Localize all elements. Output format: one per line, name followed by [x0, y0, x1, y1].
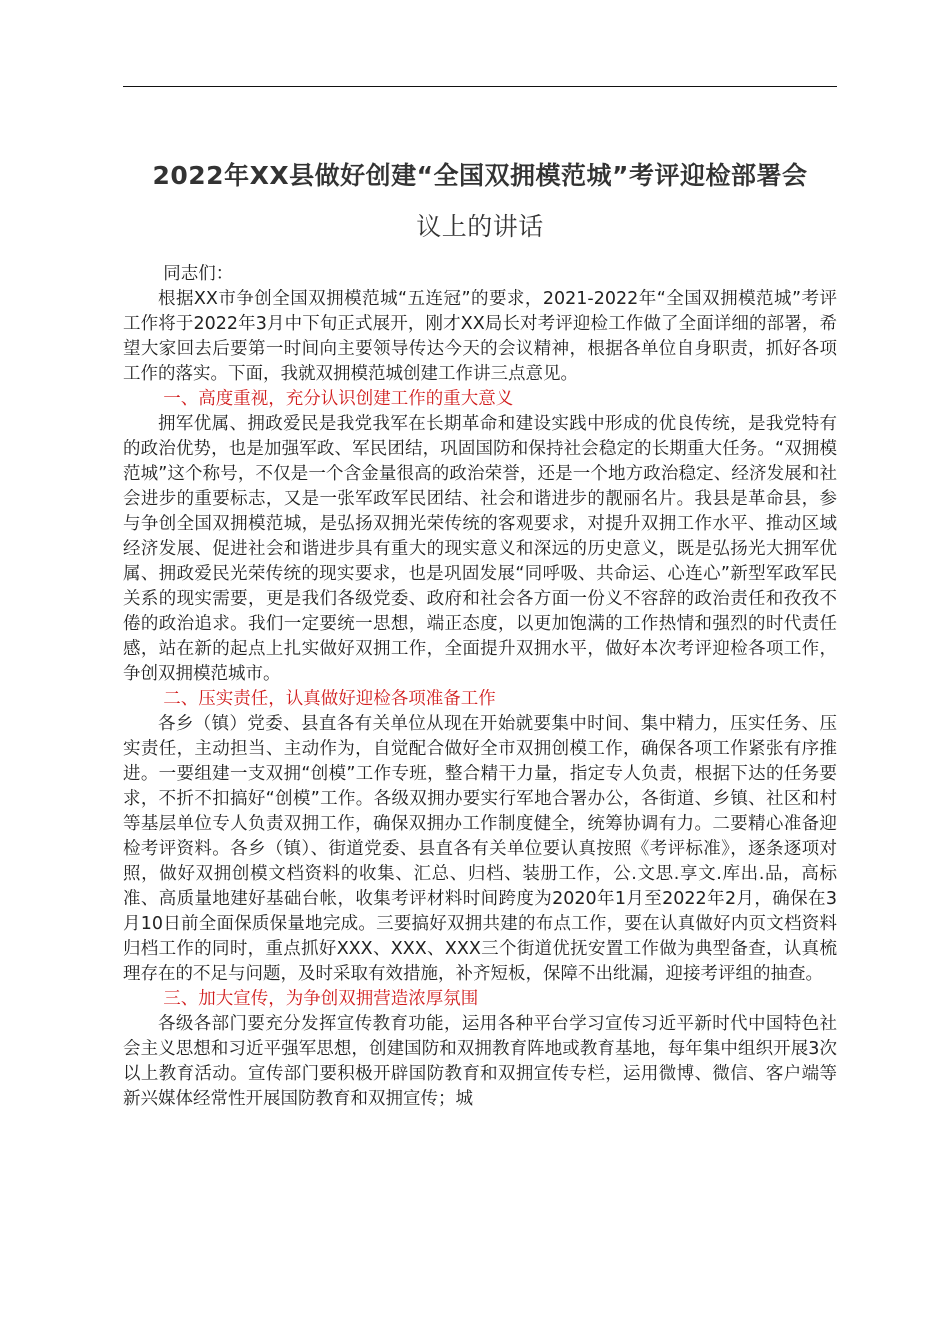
header-rule — [123, 86, 837, 87]
intro-paragraph: 根据XX市争创全国双拥模范城“五连冠”的要求，2021-2022年“全国双拥模范城”考评工作将于2022年3月中下旬正式展开，刚才XX局长对考评迎检工作做了全面详细的部署，希望大家回去后要第一时间向主要领导传达今天的会议精神，根据各单位自身职责，抓好各项工作的落实。下面，我就双拥模范城创建工作讲三点意见。 — [123, 289, 837, 384]
section-heading-3: 三、加大宣传，为争创双拥营造浓厚氛围 — [163, 989, 479, 1009]
section-paragraph-3: 各级各部门要充分发挥宣传教育功能，运用各种平台学习宣传习近平新时代中国特色社会主义思想和习近平强军思想，创建国防和双拥教育阵地或教育基地，每年集中组织开展3次以上教育活动。宣传部门要积极开辟国防教育和双拥宣传专栏，运用微博、微信、客户端等新兴媒体经常性开展国防教育和双拥宣传；城 — [123, 1014, 837, 1109]
section-heading-2: 二、压实责任，认真做好迎检各项准备工作 — [163, 689, 496, 709]
document-body — [123, 262, 837, 1112]
section-paragraph-1: 拥军优属、拥政爱民是我党我军在长期革命和建设实践中形成的优良传统，是我党特有的政治优势，也是加强军政、军民团结，巩固国防和保持社会稳定的长期重大任务。“双拥模范城”这个称号，不仅是一个含金量很高的政治荣誉，还是一个地方政治稳定、经济发展和社会进步的重要标志，又是一张军政军民团结、社会和谐进步的靓丽名片。我县是革命县，参与争创全国双拥模范城，是弘扬双拥光荣传统的客观要求，对提升双拥工作水平、推动区域经济发展、促进社会和谐进步具有重大的现实意义和深远的历史意义，既是弘扬光大拥军优属、拥政爱民光荣传统的现实要求，也是巩固发展“同呼吸、共命运、心连心”新型军政军民关系的现实需要，更是我们各级党委、政府和社会各方面一份义不容辞的政治责任和孜孜不倦的政治追求。我们一定要统一思想，端正态度，以更加饱满的工作热情和强烈的时代责任感，站在新的起点上扎实做好双拥工作，全面提升双拥水平，做好本次考评迎检各项工作，争创双拥模范城市。 — [123, 414, 837, 684]
section-paragraph-2: 各乡（镇）党委、县直各有关单位从现在开始就要集中时间、集中精力，压实任务、压实责任，主动担当、主动作为，自觉配合做好全市双拥创模工作，确保各项工作紧张有序推进。一要组建一支双拥“创模”工作专班，整合精干力量，指定专人负责，根据下达的任务要求，不折不扣搞好“创模”工作。各级双拥办要实行军地合署办公，各街道、乡镇、社区和村等基层单位专人负责双拥工作，确保双拥办工作制度健全，统筹协调有力。二要精心准备迎检考评资料。各乡（镇）、街道党委、县直各有关单位要认真按照《考评标准》，逐条逐项对照，做好双拥创模文档资料的收集、汇总、归档、装册工作，公.文思.享文.库出.品，高标准、高质量地建好基础台帐，收集考评材料时间跨度为2020年1月至2022年2月，确保在3月10日前全面保质保量地完成。三要搞好双拥共建的布点工作，要在认真做好内页文档资料归档工作的同时，重点抓好XXX、XXX、XXX三个街道优抚安置工作做为典型备查，认真梳理存在的不足与问题，及时采取有效措施，补齐短板，保障不出纰漏，迎接考评组的抽查。 — [123, 714, 837, 984]
title-line-2: 议上的讲话 — [416, 212, 544, 241]
greeting: 同志们： — [163, 264, 234, 284]
document-title — [110, 150, 850, 252]
section-heading-1: 一、高度重视，充分认识创建工作的重大意义 — [163, 389, 514, 409]
title-line-1: 2022年XX县做好创建“全国双拥模范城”考评迎检部署会 — [152, 161, 808, 190]
